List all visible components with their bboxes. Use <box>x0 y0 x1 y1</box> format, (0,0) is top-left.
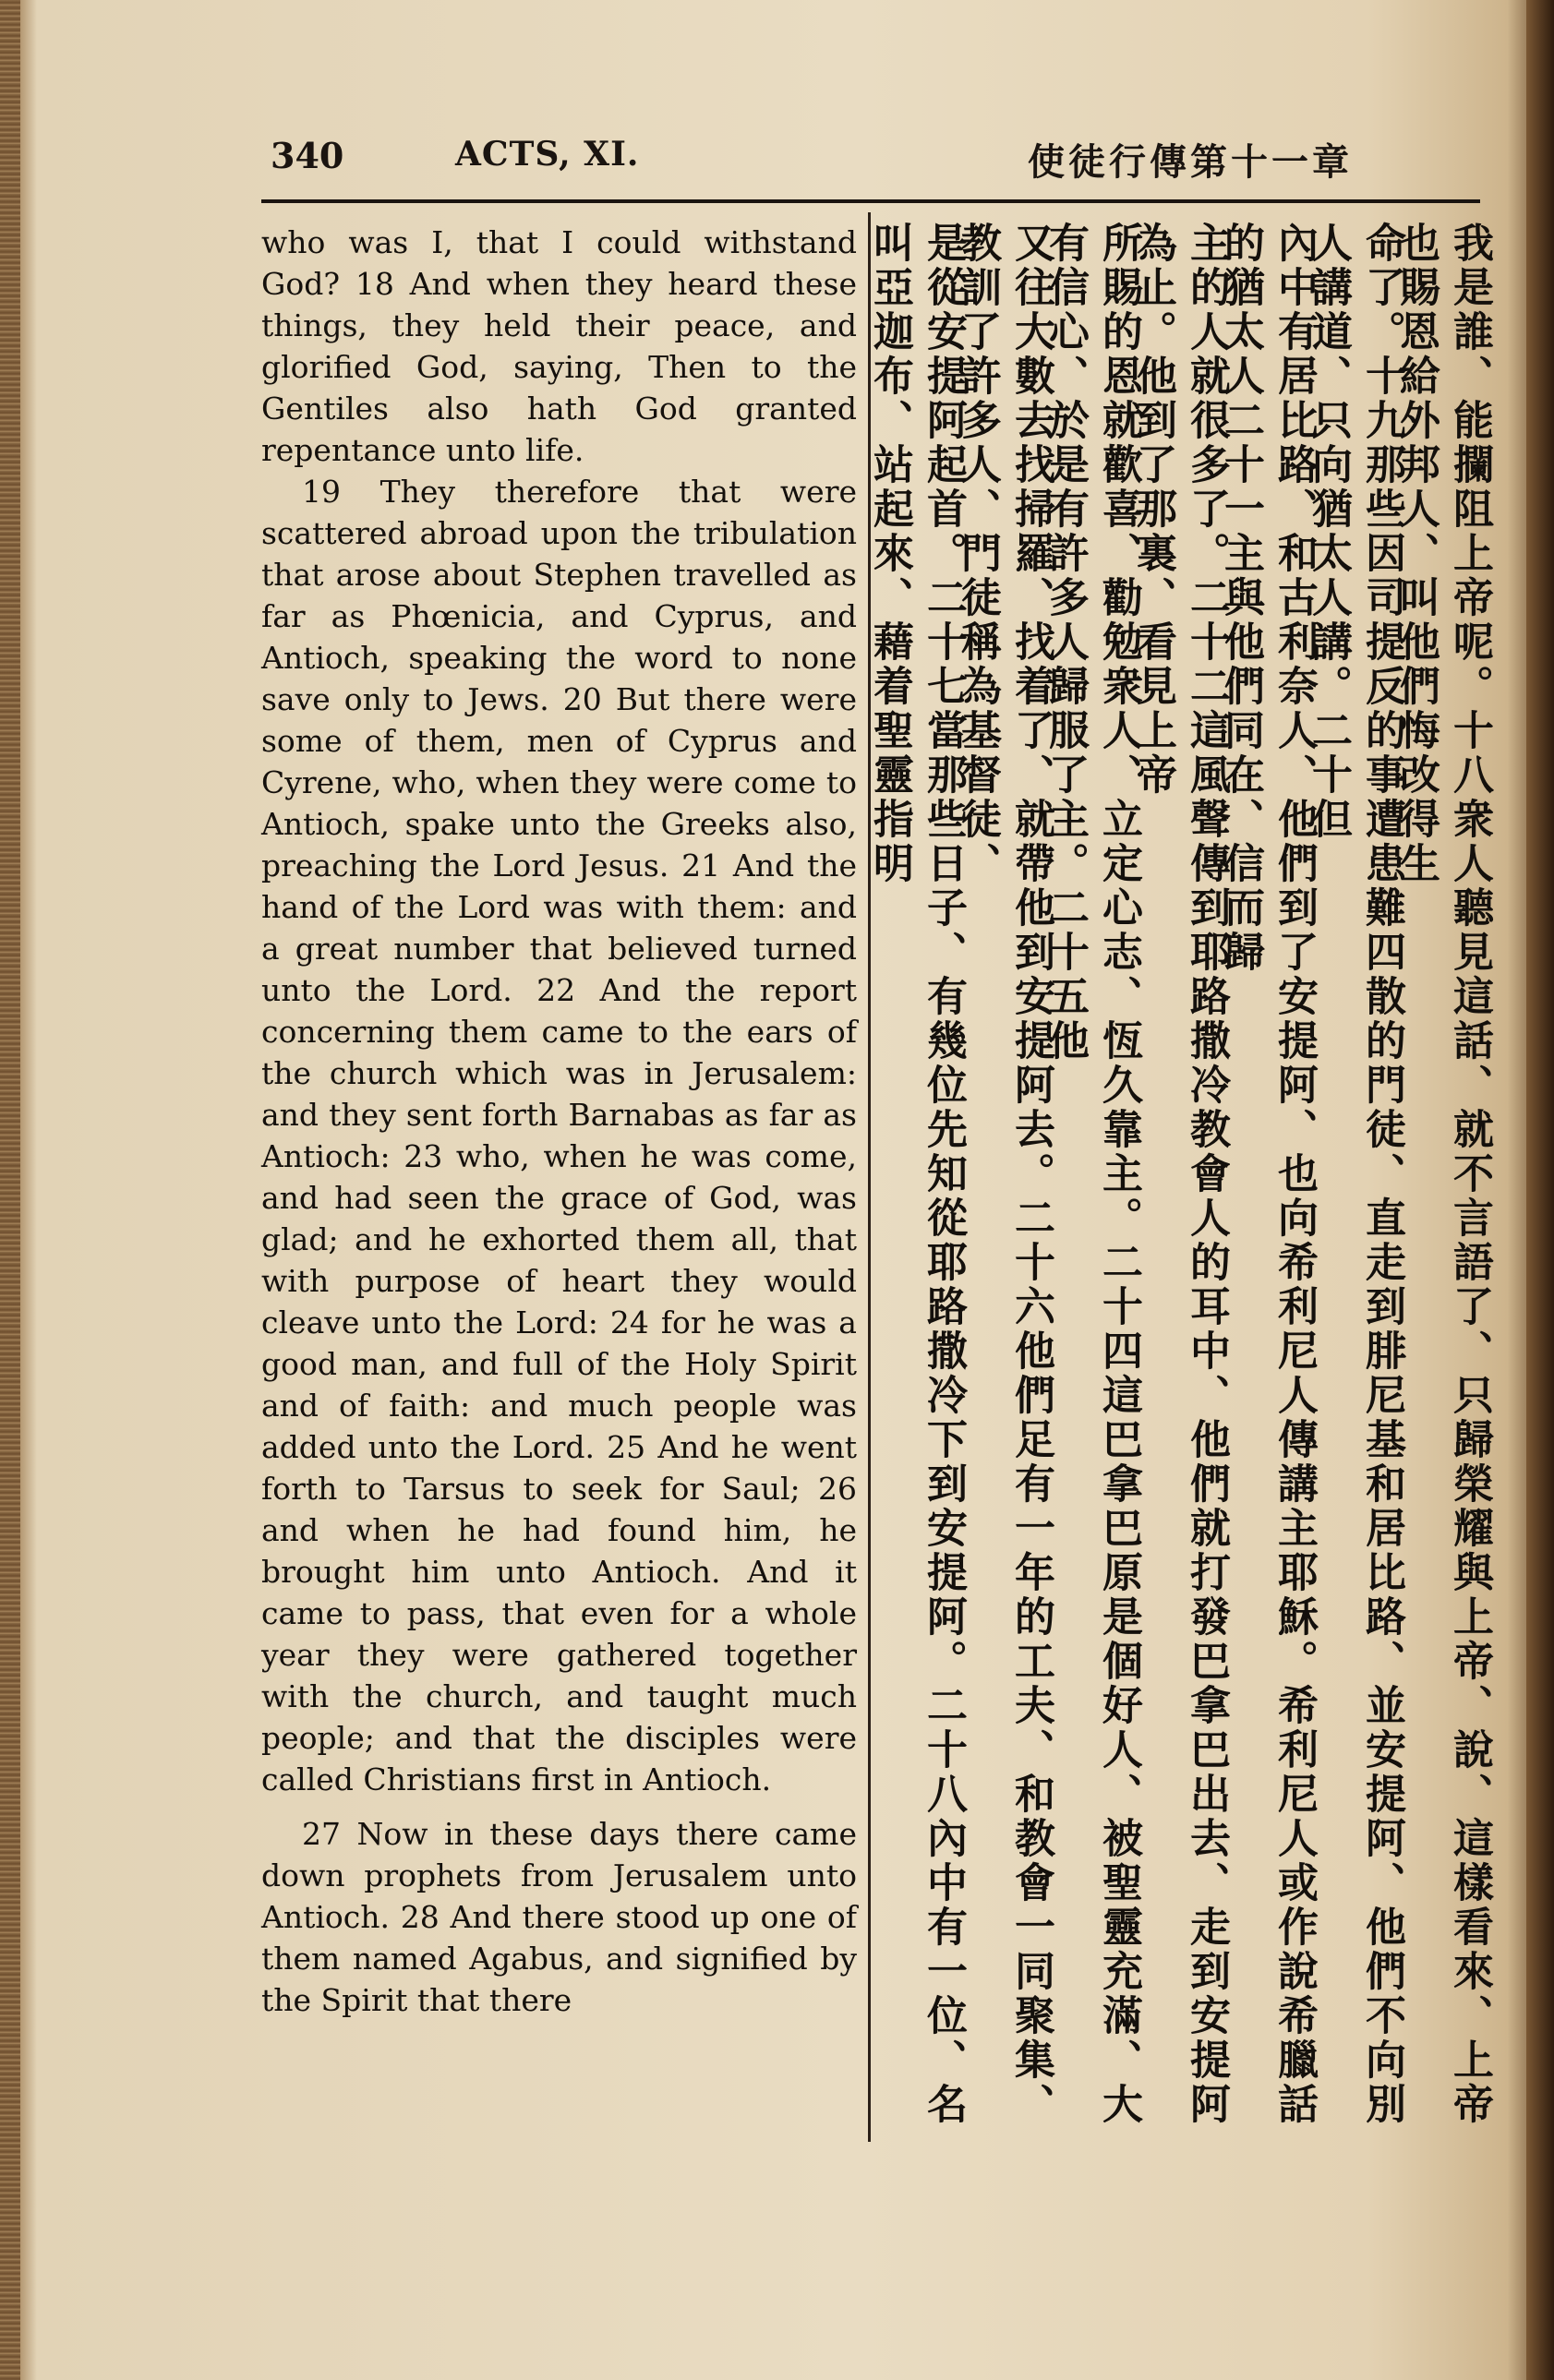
page-edge <box>0 0 20 2380</box>
chinese-column-1: 我是誰、能攔阻上帝呢。十八衆人聽見這話、就不言語了、只歸榮耀與上帝、說、這樣看來、上帝也賜恩給外邦人、叫他們悔改得生 <box>1392 222 1493 2127</box>
chinese-column-3: 內中有居比路、和古利奈人、他們到了安提阿、也向希利尼人傳講主耶穌。希利尼人或作說希臘話的猶太人二十一主與他們同在、信而歸 <box>1217 222 1318 2127</box>
english-paragraph-3: 27 Now in these days there came down prophets from Jerusalem unto Antioch. 28 And there stood up one of them named Agabus, and signified by the Spirit that there <box>261 1816 857 2018</box>
english-paragraph-2: 19 They therefore that were scattered abroad upon the tribulation that arose about Stephen travelled as far as Phœnicia, and Cyprus, and Antioch, speaking the word to none save only to Jews. 20 But there were some of them, men of Cyprus and Cyrene, who, when they were come to Antioch, spake unto the Greeks also, preaching the Lord Jesus. 21 And the hand of the Lord was with them: and a great number that believed turned unto the Lord. 22 And the report concerning them came to the ears of the church which was in Jerusalem: and they sent forth Barnabas as far as Antioch: 23 who, when he was come, and had seen the grace of God, was glad; and he exhorted them all, that with purpose of heart they would cleave unto the Lord: 24 for he was a good man, and full of the Holy Spirit and of faith: and much people was added unto the Lord. 25 And he went forth to Tarsus to seek for Saul; 26 and when he had found him, he brought him unto Antioch. And it came to pass, that even for a whole year they were gathered together with the church, and taught much people; and that the disciples were called Christians first in Antioch. <box>261 474 857 1797</box>
english-column <box>261 222 857 2133</box>
chinese-text-area <box>866 222 1496 2142</box>
chinese-column-6: 又往大數去找掃羅、找着了、就帶他到安提阿去。二十六他們足有一年的工夫、和教會一同聚集、教訓了許多人、門徒稱為基督徒、 <box>954 222 1054 2127</box>
chinese-title: 使徒行傳第十一章 <box>1028 140 1353 184</box>
chinese-column-2: 命了。十九那些因司提反的事遭患難四散的門徒、直走到腓尼基和居比路、並安提阿、他們不向別人講道、只向猶太人講。二十但 <box>1305 222 1405 2127</box>
running-header <box>261 129 1480 194</box>
page-number: 340 <box>271 135 344 176</box>
chinese-column-5: 所賜的恩就歡喜、勸勉衆人、立定心志、恆久靠主。二十四這巴拿巴原是個好人、被聖靈充滿、大有信心、於是有許多人歸服了主。二十五他 <box>1042 222 1142 2127</box>
chinese-column-7: 是從安提阿起首。二十七當那些日子、有幾位先知從耶路撒冷下到安提阿。二十八內中有一位、名叫亞迦布、站起來、藉着聖靈指明 <box>866 222 967 2127</box>
book-title: ACTS, XI. <box>455 135 640 174</box>
chinese-column-4: 主的人就很多了。二十二這風聲傳到耶路撒冷教會人的耳中、他們就打發巴拿巴出去、走到安提阿為止。他到了那裏、看見上帝 <box>1129 222 1230 2127</box>
header-rule <box>261 199 1480 203</box>
english-paragraph-1: who was I, that I could withstand God? 18 And when they heard these things, they held their peace, and glorified God, saying, Then to the Gentiles also hath God granted repentance unto life. <box>261 224 857 468</box>
book-spine <box>1526 0 1554 2380</box>
